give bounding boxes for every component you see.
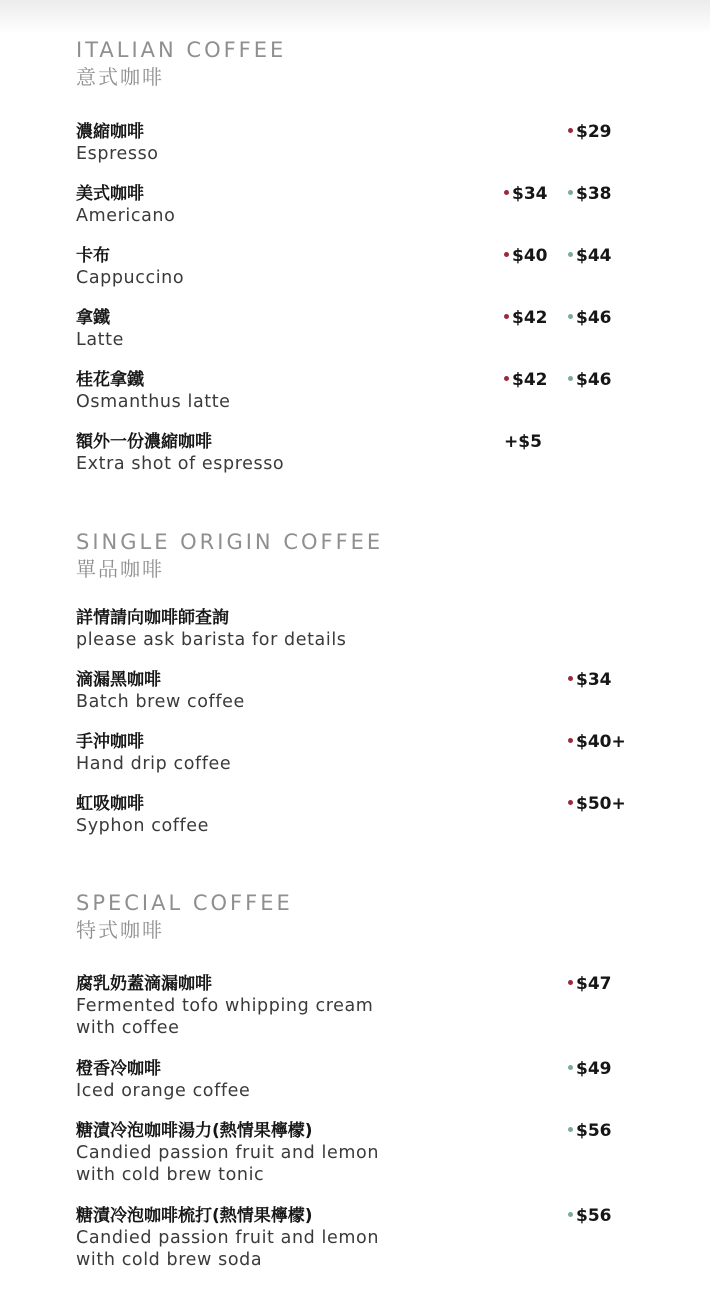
section-title-en: SPECIAL COFFEE — [76, 891, 293, 915]
item-name-zh: 額外一份濃縮咖啡 — [76, 432, 212, 452]
hot-dot-icon — [568, 980, 573, 985]
hot-dot-icon — [568, 738, 573, 743]
menu-item-cold-brew-soda — [76, 1205, 676, 1271]
item-name-zh: 腐乳奶蓋滴漏咖啡 — [76, 974, 212, 994]
hot-dot-icon — [504, 190, 509, 195]
iced-dot-icon — [568, 252, 573, 257]
section-title-zh: 意式咖啡 — [76, 65, 164, 89]
item-name-zh: 滴漏黑咖啡 — [76, 670, 161, 690]
menu-item-cold-brew-tonic — [76, 1120, 676, 1186]
hot-dot-icon — [504, 252, 509, 257]
item-name-en: Syphon coffee — [76, 816, 210, 836]
item-name-en: Espresso — [76, 144, 159, 164]
menu-item-barista-note — [76, 607, 676, 651]
section-title-zh: 單品咖啡 — [76, 557, 164, 581]
price-iced: $46 — [568, 369, 612, 391]
item-name-zh: 詳情請向咖啡師查詢 — [76, 608, 229, 628]
section-special-coffee — [76, 890, 676, 1270]
item-name-zh: 橙香冷咖啡 — [76, 1059, 161, 1079]
item-name-en: Batch brew coffee — [76, 692, 245, 712]
menu-item-syphon — [76, 793, 676, 837]
menu-item-espresso — [76, 121, 676, 165]
hot-dot-icon — [504, 314, 509, 319]
item-name-zh: 桂花拿鐵 — [76, 370, 144, 390]
price-hot: $34 — [504, 183, 548, 205]
item-name-en: Hand drip coffee — [76, 754, 232, 774]
menu-item-hand-drip — [76, 731, 676, 775]
section-title-en: ITALIAN COFFEE — [76, 38, 287, 62]
item-name-en-line2: with coffee — [76, 1018, 180, 1038]
menu-item-fermented-tofu-cream-coffee — [76, 973, 676, 1039]
item-name-zh: 虹吸咖啡 — [76, 794, 144, 814]
price: $49 — [568, 1058, 612, 1080]
hot-dot-icon — [568, 128, 573, 133]
item-name-en: Osmanthus latte — [76, 392, 231, 412]
price-hot: $42 — [504, 369, 548, 391]
iced-dot-icon — [568, 1212, 573, 1217]
price: $29 — [568, 121, 612, 143]
section-italian-coffee — [76, 37, 676, 474]
iced-dot-icon — [568, 314, 573, 319]
price-extra: +$5 — [504, 432, 542, 452]
menu-item-latte — [76, 307, 676, 351]
item-name-zh: 濃縮咖啡 — [76, 122, 144, 142]
menu-item-iced-orange-coffee — [76, 1058, 676, 1102]
item-name-en: Cappuccino — [76, 268, 185, 288]
section-single-origin-coffee — [76, 529, 676, 836]
price-iced: $38 — [568, 183, 612, 205]
item-name-en: Iced orange coffee — [76, 1081, 251, 1101]
price-hot: $40 — [504, 245, 548, 267]
iced-dot-icon — [568, 190, 573, 195]
top-shadow — [0, 0, 710, 34]
price-hot: $42 — [504, 307, 548, 329]
item-name-en: Candied passion fruit and lemon — [76, 1228, 380, 1248]
iced-dot-icon — [568, 376, 573, 381]
menu-item-osmanthus-latte — [76, 369, 676, 413]
item-name-zh: 手沖咖啡 — [76, 732, 144, 752]
iced-dot-icon — [568, 1065, 573, 1070]
price-iced: $44 — [568, 245, 612, 267]
item-name-en: please ask barista for details — [76, 630, 347, 650]
price: $56 — [568, 1120, 612, 1142]
price: $34 — [568, 669, 612, 691]
item-name-en-line2: with cold brew tonic — [76, 1165, 265, 1185]
item-name-en: Extra shot of espresso — [76, 454, 285, 474]
menu-item-cappuccino — [76, 245, 676, 289]
section-title-en: SINGLE ORIGIN COFFEE — [76, 530, 384, 554]
item-name-zh: 糖漬冷泡咖啡梳打(熱情果檸檬) — [76, 1206, 313, 1226]
item-name-zh: 卡布 — [76, 246, 110, 266]
hot-dot-icon — [504, 376, 509, 381]
section-title-zh: 特式咖啡 — [76, 918, 164, 942]
menu-item-americano — [76, 183, 676, 227]
item-name-en: Latte — [76, 330, 124, 350]
price: $50+ — [568, 793, 626, 815]
menu-item-extra-shot — [76, 431, 676, 475]
price: $40+ — [568, 731, 626, 753]
hot-dot-icon — [568, 676, 573, 681]
item-name-en: Candied passion fruit and lemon — [76, 1143, 380, 1163]
item-name-zh: 美式咖啡 — [76, 184, 144, 204]
item-name-en: Fermented tofo whipping cream — [76, 996, 374, 1016]
price-iced: $46 — [568, 307, 612, 329]
item-name-en: Americano — [76, 206, 176, 226]
item-name-zh: 拿鐵 — [76, 308, 110, 328]
price: $56 — [568, 1205, 612, 1227]
hot-dot-icon — [568, 800, 573, 805]
menu-item-batch-brew — [76, 669, 676, 713]
price: $47 — [568, 973, 612, 995]
iced-dot-icon — [568, 1127, 573, 1132]
item-name-en-line2: with cold brew soda — [76, 1250, 263, 1270]
item-name-zh: 糖漬冷泡咖啡湯力(熱情果檸檬) — [76, 1121, 313, 1141]
